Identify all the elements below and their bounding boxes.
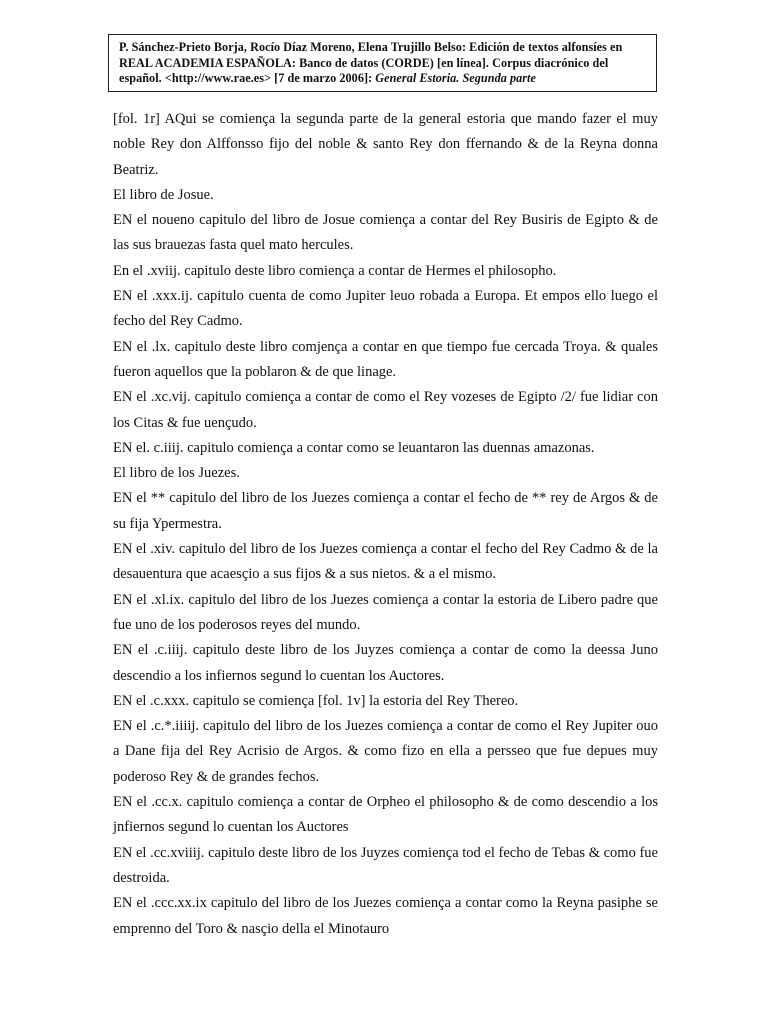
paragraph: EN el. c.iiij. capitulo comiença a contar como se leuantaron las duennas amazonas.: [113, 439, 595, 456]
paragraph: EN el .ccc.xx.ix capitulo del libro de los Juezes comiença a contar como la Reyna pasiphe se emprenno del Toro & nasçio della el Minotauro: [113, 895, 658, 937]
paragraph: En el .xviij. capitulo deste libro comiença a contar de Hermes el philosopho.: [113, 262, 557, 279]
paragraph: EN el noueno capitulo del libro de Josue comiença a contar del Rey Busiris de Egipto & de las sus brauezas fasta quel mato hercules.: [113, 212, 658, 254]
paragraph: [fol. 1r] AQui se comiença la segunda parte de la general estoria que mando fazer el muy noble Rey don Alffonsso fijo del noble & santo Rey don ffernando & de la Reyna donna Beatriz.: [113, 111, 658, 178]
section-heading: El libro de los Juezes.: [113, 465, 240, 482]
paragraph: EN el .xxx.ij. capitulo cuenta de como Jupiter leuo robada a Europa. Et empos ello luego el fecho del Rey Cadmo.: [113, 288, 658, 330]
paragraph: EN el .xc.vij. capitulo comiença a contar de como el Rey vozeses de Egipto /2/ fue lidiar con los Citas & fue uençudo.: [113, 389, 658, 431]
paragraph: EN el .cc.x. capitulo comiença a contar de Orpheo el philosopho & de como descendio a los jnfiernos segund lo cuentan los Auctores: [113, 794, 658, 836]
paragraph: EN el .xiv. capitulo del libro de los Juezes comiença a contar el fecho del Rey Cadmo & de la desauentura que acaesçio a sus fijos & a sus nietos. & a el mismo.: [113, 541, 658, 583]
citation-box: [108, 34, 657, 92]
paragraph: EN el .c.*.iiiij. capitulo del libro de los Juezes comiença a contar de como el Rey Jupiter ouo a Dane fija del Rey Acrisio de Argos. & como fizo en ella a persseo que fue depues muy poderoso Rey & de grandes fechos.: [113, 718, 658, 785]
paragraph: EN el .c.xxx. capitulo se comiença [fol. 1v] la estoria del Rey Thereo.: [113, 692, 519, 709]
citation-text: P. Sánchez-Prieto Borja, Rocío Díaz Moreno, Elena Trujillo Belso: Edición de textos alfonsíes en REAL ACADEMIA ESPAÑOLA: Banco de datos (CORDE) [en línea]. Corpus diacrónico del español. <http://www.rae.es> [7 de marzo 2006]:: [119, 40, 623, 85]
paragraph: EN el .xl.ix. capitulo del libro de los Juezes comiença a contar la estoria de Libero padre que fue uno de los poderosos reyes del mundo.: [113, 591, 658, 633]
paragraph: EN el .lx. capitulo deste libro comjença a contar en que tiempo fue cercada Troya. & quales fueron aquellos que la poblaron & de que linage.: [113, 338, 658, 380]
citation-work-title: General Estoria. Segunda parte: [375, 71, 536, 85]
document-body: [113, 107, 658, 942]
paragraph: EN el .cc.xviiij. capitulo deste libro de los Juyzes comiença tod el fecho de Tebas & como fue destroida.: [113, 844, 658, 886]
paragraph: EN el ** capitulo del libro de los Juezes comiença a contar el fecho de ** rey de Argos & de su fija Ypermestra.: [113, 490, 658, 532]
paragraph: EN el .c.iiij. capitulo deste libro de los Juyzes comiença a contar de como la deessa Juno descendio a los infiernos segund lo cuentan los Auctores.: [113, 642, 658, 684]
section-heading: El libro de Josue.: [113, 186, 214, 203]
